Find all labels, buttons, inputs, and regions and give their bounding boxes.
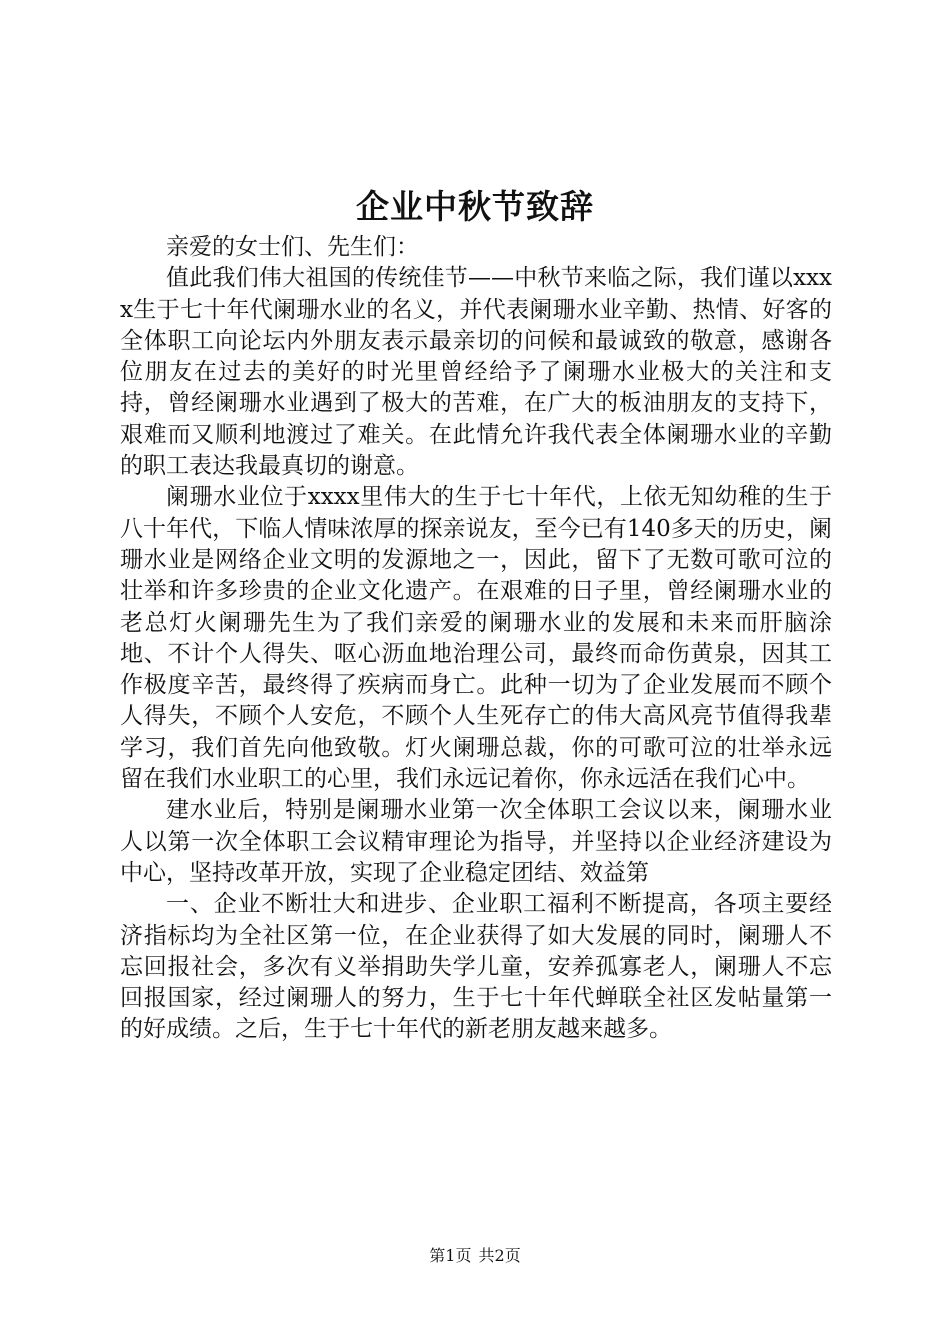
- page-footer: 第1页 共2页: [429, 1246, 521, 1265]
- body-paragraph-1: 值此我们伟大祖国的传统佳节——中秋节来临之际，我们谨以xxxx生于七十年代阑珊水业的名义，并代表阑珊水业辛勤、热情、好客的全体职工向论坛内外朋友表示最亲切的问候和最诚致的敬意，感谢各位朋友在过去的美好的时光里曾经给予了阑珊水业极大的关注和支持，曾经阑珊水业遇到了极大的苦难，在广大的板油朋友的支持下，艰难而又顺利地渡过了难关。在此情允许我代表全体阑珊水业的辛勤的职工表达我最真切的谢意。: [120, 265, 832, 480]
- salutation-paragraph: 亲爱的女士们、先生们：: [166, 234, 419, 260]
- body-paragraph-3: 建水业后，特别是阑珊水业第一次全体职工会议以来，阑珊水业人以第一次全体职工会议精审理论为指导，并坚持以企业经济建设为中心，坚持改革开放，实现了企业稳定团结、效益第: [120, 797, 832, 886]
- document-title: 企业中秋节致辞: [356, 187, 594, 226]
- body-paragraph-4: 一、企业不断壮大和进步、企业职工福利不断提高，各项主要经济指标均为全社区第一位，在企业获得了如大发展的同时，阑珊人不忘回报社会，多次有义举捐助失学儿童，安养孤寡老人，阑珊人不忘回报国家，经过阑珊人的努力，生于七十年代蝉联全社区发帖量第一的好成绩。之后，生于七十年代的新老朋友越来越多。: [120, 891, 832, 1043]
- body-paragraph-2: 阑珊水业位于xxxx里伟大的生于七十年代，上依无知幼稚的生于八十年代，下临人情味浓厚的探亲说友，至今已有140多天的历史，阑珊水业是网络企业文明的发源地之一，因此，留下了无数可歌可泣的壮举和许多珍贵的企业文化遗产。在艰难的日子里，曾经阑珊水业的老总灯火阑珊先生为了我们亲爱的阑珊水业的发展和未来而肝脑涂地、不计个人得失、呕心沥血地治理公司，最终而命伤黄泉，因其工作极度辛苦，最终得了疾病而身亡。此种一切为了企业发展而不顾个人得失，不顾个人安危，不顾个人生死存亡的伟大高风亮节值得我辈学习，我们首先向他致敬。灯火阑珊总裁，你的可歌可泣的壮举永远留在我们水业职工的心里，我们永远记着你，你永远活在我们心中。: [120, 484, 832, 793]
- document-body: [120, 232, 832, 1046]
